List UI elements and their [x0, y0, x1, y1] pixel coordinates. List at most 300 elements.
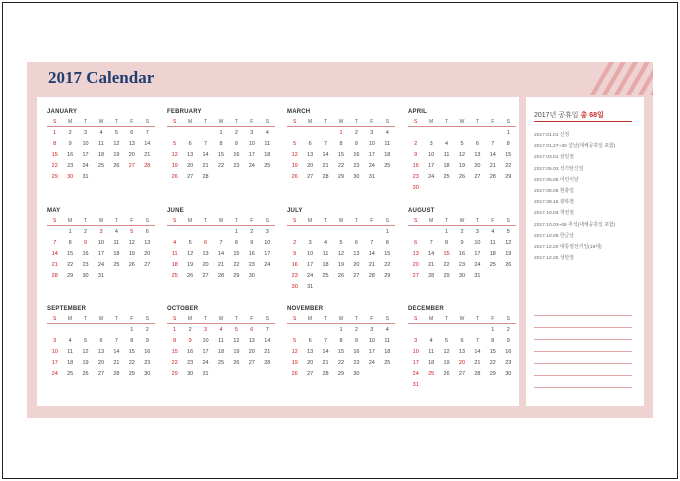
- month-name: APRIL: [408, 109, 427, 115]
- weekday-header: M: [423, 117, 438, 127]
- holiday-date-cell: 1: [339, 129, 343, 136]
- month-name: JUNE: [167, 208, 184, 214]
- date-cell: 26: [82, 370, 89, 377]
- date-cell: 15: [51, 151, 58, 158]
- empty-cell: [318, 226, 333, 238]
- date-cell: 20: [353, 261, 360, 268]
- date-cell: 25: [489, 261, 496, 268]
- date-cell: 24: [248, 162, 255, 169]
- holiday-title: [534, 110, 604, 120]
- date-cell: 11: [67, 348, 73, 355]
- date-cell: 18: [171, 261, 178, 268]
- weekday-header: M: [423, 216, 438, 226]
- weekday-header: S: [47, 117, 62, 127]
- date-cell: 20: [144, 250, 151, 257]
- weekday-header: F: [485, 117, 500, 127]
- date-cell: 1: [506, 129, 510, 136]
- date-cell: 21: [489, 162, 496, 169]
- weekday-header: S: [408, 314, 423, 324]
- month-name: JULY: [287, 208, 303, 214]
- date-cell: 10: [97, 239, 105, 246]
- date-cell: 11: [384, 140, 391, 147]
- month-table: [408, 314, 516, 390]
- date-cell: 30: [144, 370, 151, 377]
- date-cell: 24: [368, 162, 375, 169]
- date-cell: 16: [144, 348, 151, 355]
- date-cell: 13: [474, 151, 481, 158]
- date-cell: 1: [385, 228, 389, 235]
- holiday-date-cell: 4: [219, 326, 223, 333]
- weekday-header: T: [470, 117, 485, 127]
- weekday-header: W: [333, 314, 348, 324]
- weekday-header: T: [198, 314, 213, 324]
- date-cell: 4: [445, 140, 449, 147]
- weekday-header: S: [167, 216, 182, 226]
- date-cell: 29: [337, 173, 345, 180]
- holiday-date-cell: 6: [204, 239, 208, 246]
- date-cell: 23: [291, 272, 298, 279]
- date-cell: 5: [84, 337, 88, 344]
- date-cell: 22: [217, 162, 225, 169]
- date-cell: 26: [337, 272, 345, 279]
- weekday-header: T: [229, 314, 244, 324]
- date-cell: 19: [443, 359, 450, 366]
- empty-cell: [423, 127, 438, 139]
- empty-cell: [198, 127, 213, 139]
- weekday-header: T: [349, 117, 364, 127]
- date-cell: 7: [145, 129, 149, 136]
- date-cell: 8: [339, 140, 343, 147]
- date-cell: 13: [353, 250, 360, 257]
- weekday-header: S: [287, 216, 302, 226]
- date-cell: 11: [443, 151, 450, 158]
- month-name: SEPTEMBER: [47, 306, 87, 312]
- weekday-header: S: [167, 117, 182, 127]
- weekday-header: T: [439, 216, 454, 226]
- date-cell: 3: [53, 337, 57, 344]
- date-cell: 7: [114, 337, 118, 344]
- date-cell: 23: [67, 162, 74, 169]
- date-cell: 12: [337, 250, 345, 257]
- month-table: [408, 216, 516, 281]
- date-cell: 30: [458, 272, 466, 279]
- date-cell: 24: [97, 261, 105, 268]
- note-line: [534, 352, 632, 364]
- date-cell: 11: [218, 337, 224, 344]
- date-cell: 12: [291, 348, 298, 355]
- weekday-header: W: [454, 314, 469, 324]
- date-cell: 28: [322, 370, 329, 377]
- empty-cell: [439, 324, 454, 336]
- date-cell: 25: [384, 359, 391, 366]
- date-cell: 23: [353, 359, 360, 366]
- date-cell: 13: [307, 348, 314, 355]
- date-cell: 11: [384, 337, 391, 344]
- holiday-date-cell: 15: [443, 250, 450, 257]
- empty-cell: [182, 127, 197, 139]
- date-cell: 13: [307, 151, 314, 158]
- date-cell: 2: [354, 326, 358, 333]
- date-cell: 20: [474, 162, 481, 169]
- date-cell: 4: [491, 228, 495, 235]
- empty-cell: [182, 226, 197, 238]
- weekday-header: M: [182, 117, 197, 127]
- date-cell: 25: [264, 162, 271, 169]
- date-cell: 23: [505, 359, 512, 366]
- date-cell: 23: [144, 359, 151, 366]
- weekday-header: T: [229, 216, 244, 226]
- holiday-date-cell: 3: [204, 326, 208, 333]
- empty-cell: [302, 324, 317, 336]
- date-cell: 6: [145, 228, 149, 235]
- date-cell: 31: [97, 272, 105, 279]
- date-cell: 31: [307, 283, 314, 290]
- date-cell: 25: [113, 261, 120, 268]
- empty-cell: [454, 127, 469, 139]
- date-cell: 27: [412, 272, 419, 279]
- date-cell: 10: [474, 239, 481, 246]
- month-table: [47, 117, 155, 182]
- date-cell: 12: [291, 151, 298, 158]
- month-april: [408, 108, 516, 193]
- date-cell: 27: [307, 370, 314, 377]
- weekday-header: M: [302, 117, 317, 127]
- month-name: OCTOBER: [167, 306, 199, 312]
- date-cell: 2: [293, 239, 297, 246]
- date-cell: 26: [458, 173, 466, 180]
- date-cell: 10: [264, 239, 271, 246]
- weekday-header: W: [93, 216, 108, 226]
- date-cell: 5: [173, 140, 177, 147]
- date-cell: 29: [233, 272, 240, 279]
- date-cell: 19: [82, 359, 89, 366]
- empty-cell: [470, 127, 485, 139]
- date-cell: 6: [188, 140, 192, 147]
- month-table: [167, 314, 275, 379]
- weekday-header: M: [302, 216, 317, 226]
- date-cell: 3: [308, 239, 312, 246]
- month-name: DECEMBER: [408, 306, 444, 312]
- weekday-header: T: [78, 216, 93, 226]
- month-march: [287, 108, 395, 182]
- weekday-header: F: [485, 314, 500, 324]
- date-cell: 28: [113, 370, 120, 377]
- date-cell: 1: [219, 129, 223, 136]
- empty-cell: [167, 226, 182, 238]
- date-cell: 17: [368, 348, 375, 355]
- date-cell: 9: [506, 337, 510, 344]
- date-cell: 5: [293, 140, 297, 147]
- date-cell: 18: [489, 250, 496, 257]
- weekday-header: S: [260, 216, 275, 226]
- date-cell: 10: [248, 140, 255, 147]
- date-cell: 15: [233, 250, 240, 257]
- date-cell: 13: [144, 239, 151, 246]
- date-cell: 25: [443, 173, 450, 180]
- holiday-sidebar: [526, 97, 644, 406]
- weekday-header: T: [78, 314, 93, 324]
- date-cell: 26: [505, 261, 512, 268]
- date-cell: 14: [202, 151, 209, 158]
- date-cell: 2: [84, 228, 88, 235]
- date-cell: 3: [265, 228, 269, 235]
- note-lines: [534, 304, 632, 388]
- date-cell: 30: [291, 283, 298, 290]
- empty-cell: [109, 324, 124, 336]
- holiday-date-cell: 28: [144, 162, 151, 169]
- month-table: [287, 117, 395, 182]
- weekday-header: W: [454, 117, 469, 127]
- date-cell: 10: [82, 140, 89, 147]
- date-cell: 12: [171, 151, 178, 158]
- date-cell: 3: [475, 228, 479, 235]
- weekday-header: S: [380, 314, 395, 324]
- date-cell: 4: [68, 337, 72, 344]
- date-cell: 30: [505, 370, 512, 377]
- date-cell: 25: [67, 370, 74, 377]
- date-cell: 13: [412, 250, 419, 257]
- date-cell: 5: [339, 239, 343, 246]
- date-cell: 1: [68, 228, 72, 235]
- date-cell: 24: [412, 370, 419, 377]
- date-cell: 16: [458, 250, 466, 257]
- month-june: [167, 207, 275, 281]
- date-cell: 4: [265, 129, 269, 136]
- month-table: [47, 216, 155, 281]
- date-cell: 15: [337, 348, 345, 355]
- date-cell: 6: [99, 337, 103, 344]
- date-cell: 17: [248, 151, 255, 158]
- holiday-date-cell: 5: [234, 326, 238, 333]
- empty-cell: [213, 226, 228, 238]
- date-cell: 28: [489, 173, 496, 180]
- date-cell: 22: [171, 359, 178, 366]
- date-cell: 7: [324, 337, 328, 344]
- date-cell: 3: [84, 129, 88, 136]
- weekday-header: T: [470, 314, 485, 324]
- empty-cell: [364, 226, 379, 238]
- date-cell: 16: [412, 162, 419, 169]
- date-cell: 5: [293, 337, 297, 344]
- date-cell: 24: [307, 272, 314, 279]
- month-august: [408, 207, 516, 281]
- date-cell: 19: [113, 151, 120, 158]
- date-cell: 15: [67, 250, 74, 257]
- date-cell: 8: [68, 239, 72, 246]
- date-cell: 3: [414, 337, 418, 344]
- empty-cell: [302, 127, 317, 139]
- holiday-date-cell: 9: [188, 337, 192, 344]
- date-cell: 10: [412, 348, 419, 355]
- weekday-header: F: [485, 216, 500, 226]
- date-cell: 7: [53, 239, 57, 246]
- date-cell: 18: [67, 359, 74, 366]
- weekday-header: W: [333, 117, 348, 127]
- date-cell: 13: [248, 337, 255, 344]
- holiday-list-item: 2017.03.01 삼일절: [534, 155, 575, 161]
- weekday-header: T: [198, 117, 213, 127]
- date-cell: 24: [264, 261, 271, 268]
- holiday-title-underline: [534, 121, 632, 122]
- date-cell: 8: [385, 239, 389, 246]
- date-cell: 16: [505, 348, 512, 355]
- date-cell: 27: [307, 173, 314, 180]
- date-cell: 15: [128, 348, 135, 355]
- date-cell: 6: [460, 337, 464, 344]
- date-cell: 8: [234, 239, 238, 246]
- date-cell: 10: [428, 151, 435, 158]
- date-cell: 6: [308, 140, 312, 147]
- date-cell: 24: [51, 370, 58, 377]
- date-cell: 16: [233, 151, 240, 158]
- date-cell: 8: [53, 140, 57, 147]
- date-cell: 12: [187, 250, 194, 257]
- date-cell: 15: [489, 348, 496, 355]
- holiday-list-item: 2017.08.15 광복절: [534, 200, 575, 206]
- date-cell: 24: [428, 173, 435, 180]
- date-cell: 12: [233, 337, 240, 344]
- date-cell: 19: [171, 162, 178, 169]
- date-cell: 5: [114, 129, 118, 136]
- date-cell: 29: [384, 272, 391, 279]
- date-cell: 21: [322, 359, 329, 366]
- date-cell: 2: [250, 228, 254, 235]
- weekday-header: S: [140, 117, 155, 127]
- date-cell: 29: [489, 370, 496, 377]
- month-table: [167, 117, 275, 182]
- date-cell: 9: [68, 140, 72, 147]
- month-table: [408, 117, 516, 193]
- date-cell: 8: [445, 239, 449, 246]
- date-cell: 25: [322, 272, 329, 279]
- empty-cell: [423, 324, 438, 336]
- date-cell: 15: [505, 151, 512, 158]
- date-cell: 4: [99, 129, 103, 136]
- empty-cell: [47, 226, 62, 238]
- date-cell: 5: [506, 228, 510, 235]
- date-cell: 30: [248, 272, 255, 279]
- date-cell: 16: [291, 261, 298, 268]
- date-cell: 3: [429, 140, 433, 147]
- date-cell: 31: [82, 173, 89, 180]
- date-cell: 17: [82, 151, 89, 158]
- holiday-date-cell: 27: [128, 162, 135, 169]
- date-cell: 3: [370, 326, 374, 333]
- date-cell: 15: [384, 250, 391, 257]
- date-cell: 26: [128, 261, 135, 268]
- date-cell: 17: [412, 359, 419, 366]
- date-cell: 18: [428, 359, 435, 366]
- date-cell: 7: [370, 239, 374, 246]
- month-name: NOVEMBER: [287, 306, 324, 312]
- date-cell: 2: [354, 129, 358, 136]
- date-cell: 14: [474, 348, 481, 355]
- date-cell: 16: [187, 348, 194, 355]
- holiday-date-cell: 6: [250, 326, 254, 333]
- date-cell: 23: [187, 359, 194, 366]
- date-cell: 8: [173, 337, 177, 344]
- date-cell: 27: [97, 370, 105, 377]
- weekday-header: F: [124, 216, 139, 226]
- date-cell: 19: [337, 261, 345, 268]
- date-cell: 1: [339, 326, 343, 333]
- date-cell: 16: [67, 151, 74, 158]
- month-name: MARCH: [287, 109, 311, 115]
- date-cell: 26: [291, 370, 298, 377]
- date-cell: 2: [460, 228, 464, 235]
- weekday-header: T: [439, 117, 454, 127]
- month-february: [167, 108, 275, 182]
- empty-cell: [423, 226, 438, 238]
- empty-cell: [47, 324, 62, 336]
- date-cell: 19: [187, 261, 194, 268]
- date-cell: 9: [460, 239, 464, 246]
- date-cell: 10: [202, 337, 209, 344]
- weekday-header: S: [47, 216, 62, 226]
- holiday-date-cell: 3: [99, 228, 103, 235]
- date-cell: 18: [443, 162, 450, 169]
- month-december: [408, 305, 516, 390]
- date-cell: 5: [188, 239, 192, 246]
- date-cell: 13: [128, 140, 135, 147]
- date-cell: 8: [339, 337, 343, 344]
- weekday-header: T: [109, 216, 124, 226]
- empty-cell: [439, 127, 454, 139]
- date-cell: 18: [384, 151, 391, 158]
- weekday-header: W: [454, 216, 469, 226]
- date-cell: 16: [353, 348, 360, 355]
- date-cell: 28: [202, 173, 209, 180]
- month-may: [47, 207, 155, 281]
- date-cell: 1: [491, 326, 495, 333]
- date-cell: 24: [82, 162, 89, 169]
- date-cell: 22: [337, 162, 345, 169]
- empty-cell: [287, 226, 302, 238]
- weekday-header: F: [124, 314, 139, 324]
- date-cell: 17: [428, 162, 435, 169]
- weekday-header: T: [78, 117, 93, 127]
- holiday-list-item: 2017.05.03 석가탄신일: [534, 166, 584, 172]
- date-cell: 22: [51, 162, 58, 169]
- date-cell: 22: [128, 359, 135, 366]
- empty-cell: [318, 127, 333, 139]
- weekday-header: T: [229, 117, 244, 127]
- date-cell: 14: [264, 337, 271, 344]
- weekday-header: S: [501, 117, 516, 127]
- date-cell: 11: [98, 140, 104, 147]
- date-cell: 26: [233, 359, 240, 366]
- date-cell: 16: [353, 151, 360, 158]
- weekday-header: M: [62, 314, 77, 324]
- date-cell: 8: [506, 140, 510, 147]
- date-cell: 22: [489, 359, 496, 366]
- date-cell: 14: [489, 151, 496, 158]
- empty-cell: [287, 127, 302, 139]
- note-line: [534, 304, 632, 316]
- date-cell: 27: [187, 173, 194, 180]
- date-cell: 27: [458, 370, 466, 377]
- date-cell: 13: [187, 151, 194, 158]
- date-cell: 25: [97, 162, 105, 169]
- weekday-header: T: [349, 216, 364, 226]
- empty-cell: [93, 324, 108, 336]
- date-cell: 17: [307, 261, 314, 268]
- holiday-date-cell: 20: [458, 359, 466, 366]
- date-cell: 23: [458, 261, 466, 268]
- month-table: [167, 216, 275, 281]
- weekday-header: S: [501, 216, 516, 226]
- weekday-header: W: [213, 117, 228, 127]
